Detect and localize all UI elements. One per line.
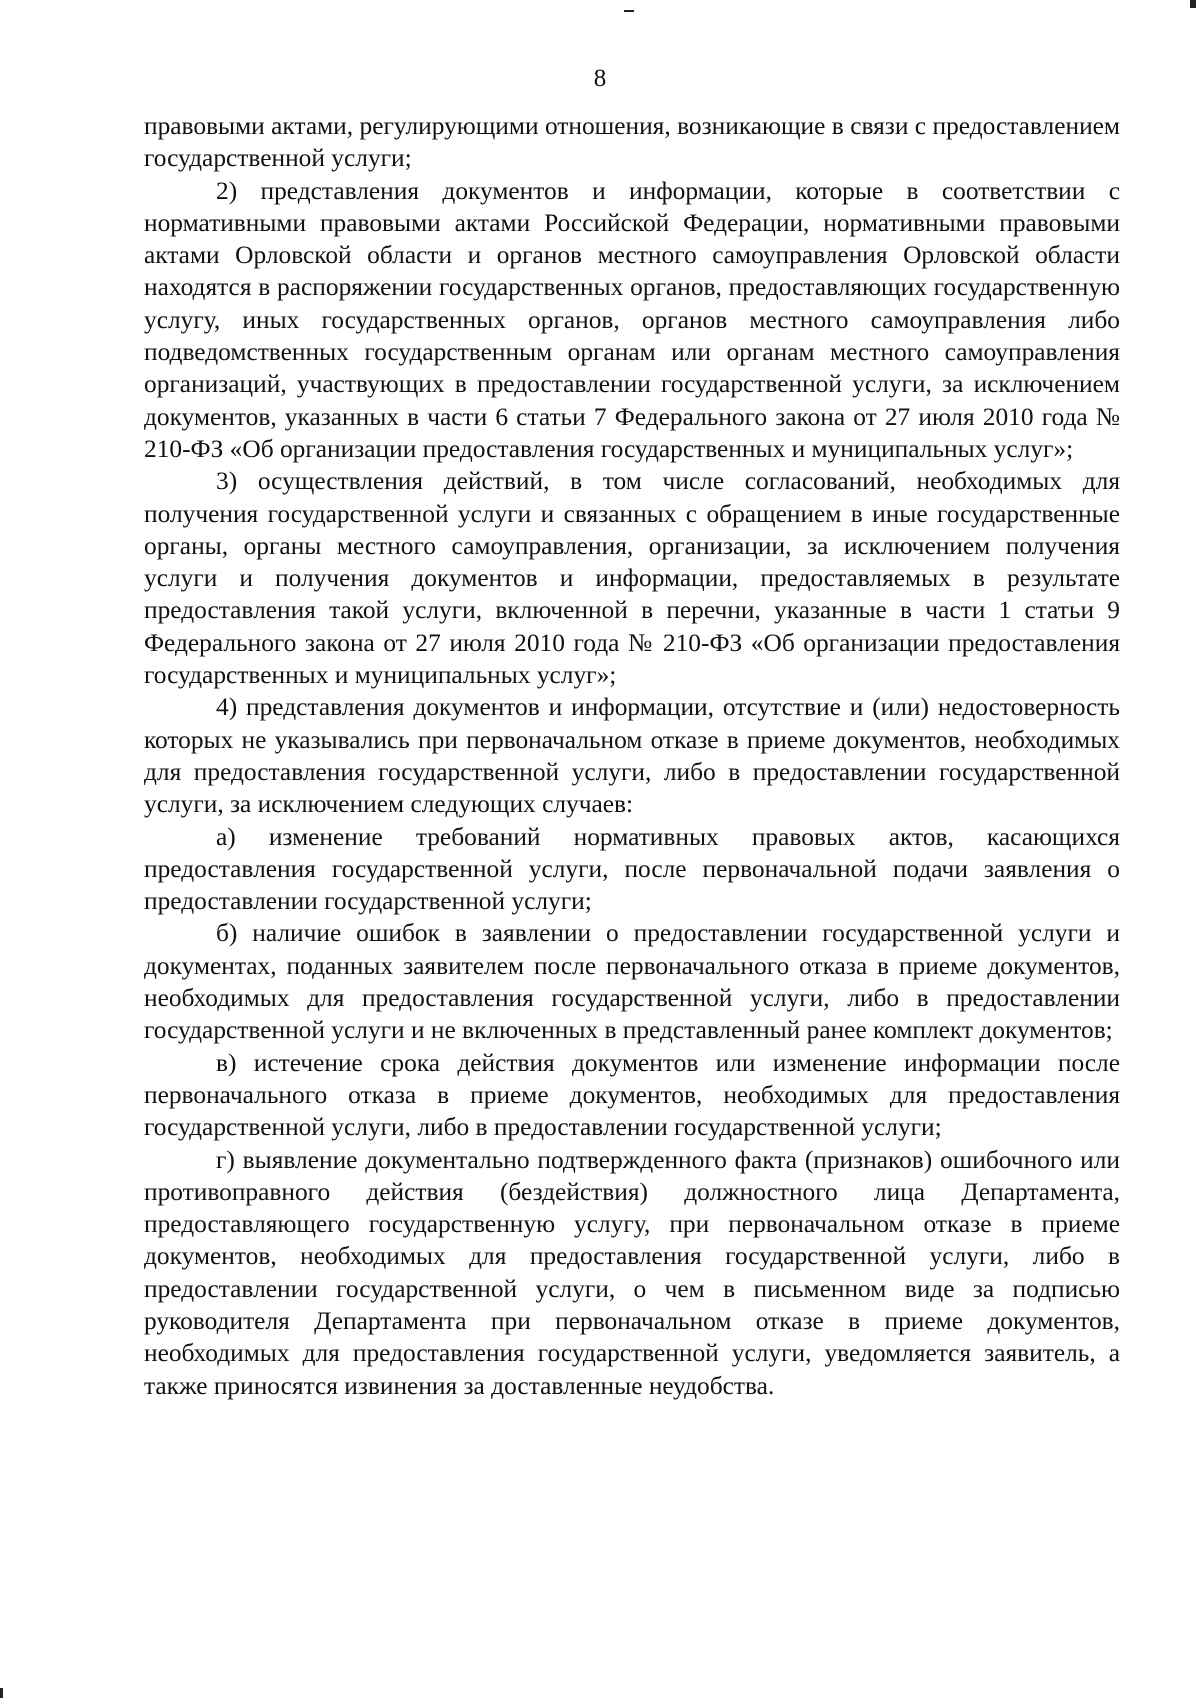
paragraph-subitem-b: б) наличие ошибок в заявлении о предоставлении государственной услуги и документах, поданных заявителем после первоначального отказа в приеме документов, необходимых для предоставления государственной услуги, либо в предоставлении государственной услуги и не включенных в представленный ранее комплект документов;: [144, 919, 1120, 1045]
paragraph-subitem-a: а) изменение требований нормативных правовых актов, касающихся предоставления государственной услуги, после первоначальной подачи заявления о предоставлении государственной услуги;: [144, 822, 1120, 916]
paragraph-subitem-g: г) выявление документально подтвержденного факта (признаков) ошибочного или противоправного действия (бездействия) должностного лица Департамента, предоставляющего государственную услугу, при первоначальном отказе в приеме документов, необходимых для предоставления государственной услуги, либо в предоставлении государственной услуги, о чем в письменном виде за подписью руководителя Департамента при первоначальном отказе в приеме документов, необходимых для предоставления государственной услуги, уведомляется заявитель, а также приносятся извинения за доставленные неудобства.: [144, 1145, 1120, 1400]
paragraph-subitem-v: в) истечение срока действия документов или изменение информации после первоначального отказа в приеме документов, необходимых для предоставления государственной услуги, либо в предоставлении государственной услуги;: [144, 1048, 1120, 1142]
page-number: 8: [593, 65, 607, 92]
scan-mark-left: [0, 1688, 3, 1698]
paragraph-continuation: правовыми актами, регулирующими отношения, возникающие в связи с предоставлением государственной услуги;: [144, 112, 1120, 173]
paragraph-item-2: 2) представления документов и информации, которые в соответствии с нормативными правовыми актами Российской Федерации, нормативными правовыми актами Орловской области и органов местного самоуправления Орловской области находятся в распоряжении государственных органов, предоставляющих государственную услугу, иных государственных органов, органов местного самоуправления либо подведомственных государственным органам или органам местного самоуправления организаций, участвующих в предоставлении государственной услуги, за исключением документов, указанных в части 6 статьи 7 Федерального закона от 27 июля 2010 года № 210-ФЗ «Об организации предоставления государственных и муниципальных услуг»;: [144, 176, 1120, 463]
document-body: [144, 110, 1120, 1402]
scan-mark-top: [624, 10, 634, 12]
scan-mark-corner: [1190, 0, 1196, 8]
paragraph-item-3: 3) осуществления действий, в том числе согласований, необходимых для получения государственной услуги и связанных с обращением в иные государственные органы, органы местного самоуправления, организации, за исключением получения услуги и получения документов и информации, предоставляемых в результате предоставления такой услуги, включенной в перечни, указанные в части 1 статьи 9 Федерального закона от 27 июля 2010 года № 210-ФЗ «Об организации предоставления государственных и муниципальных услуг»;: [144, 467, 1120, 690]
paragraph-item-4: 4) представления документов и информации, отсутствие и (или) недостоверность которых не указывались при первоначальном отказе в приеме документов, необходимых для предоставления государственной услуги, либо в предоставлении государственной услуги, за исключением следующих случаев:: [144, 693, 1120, 819]
